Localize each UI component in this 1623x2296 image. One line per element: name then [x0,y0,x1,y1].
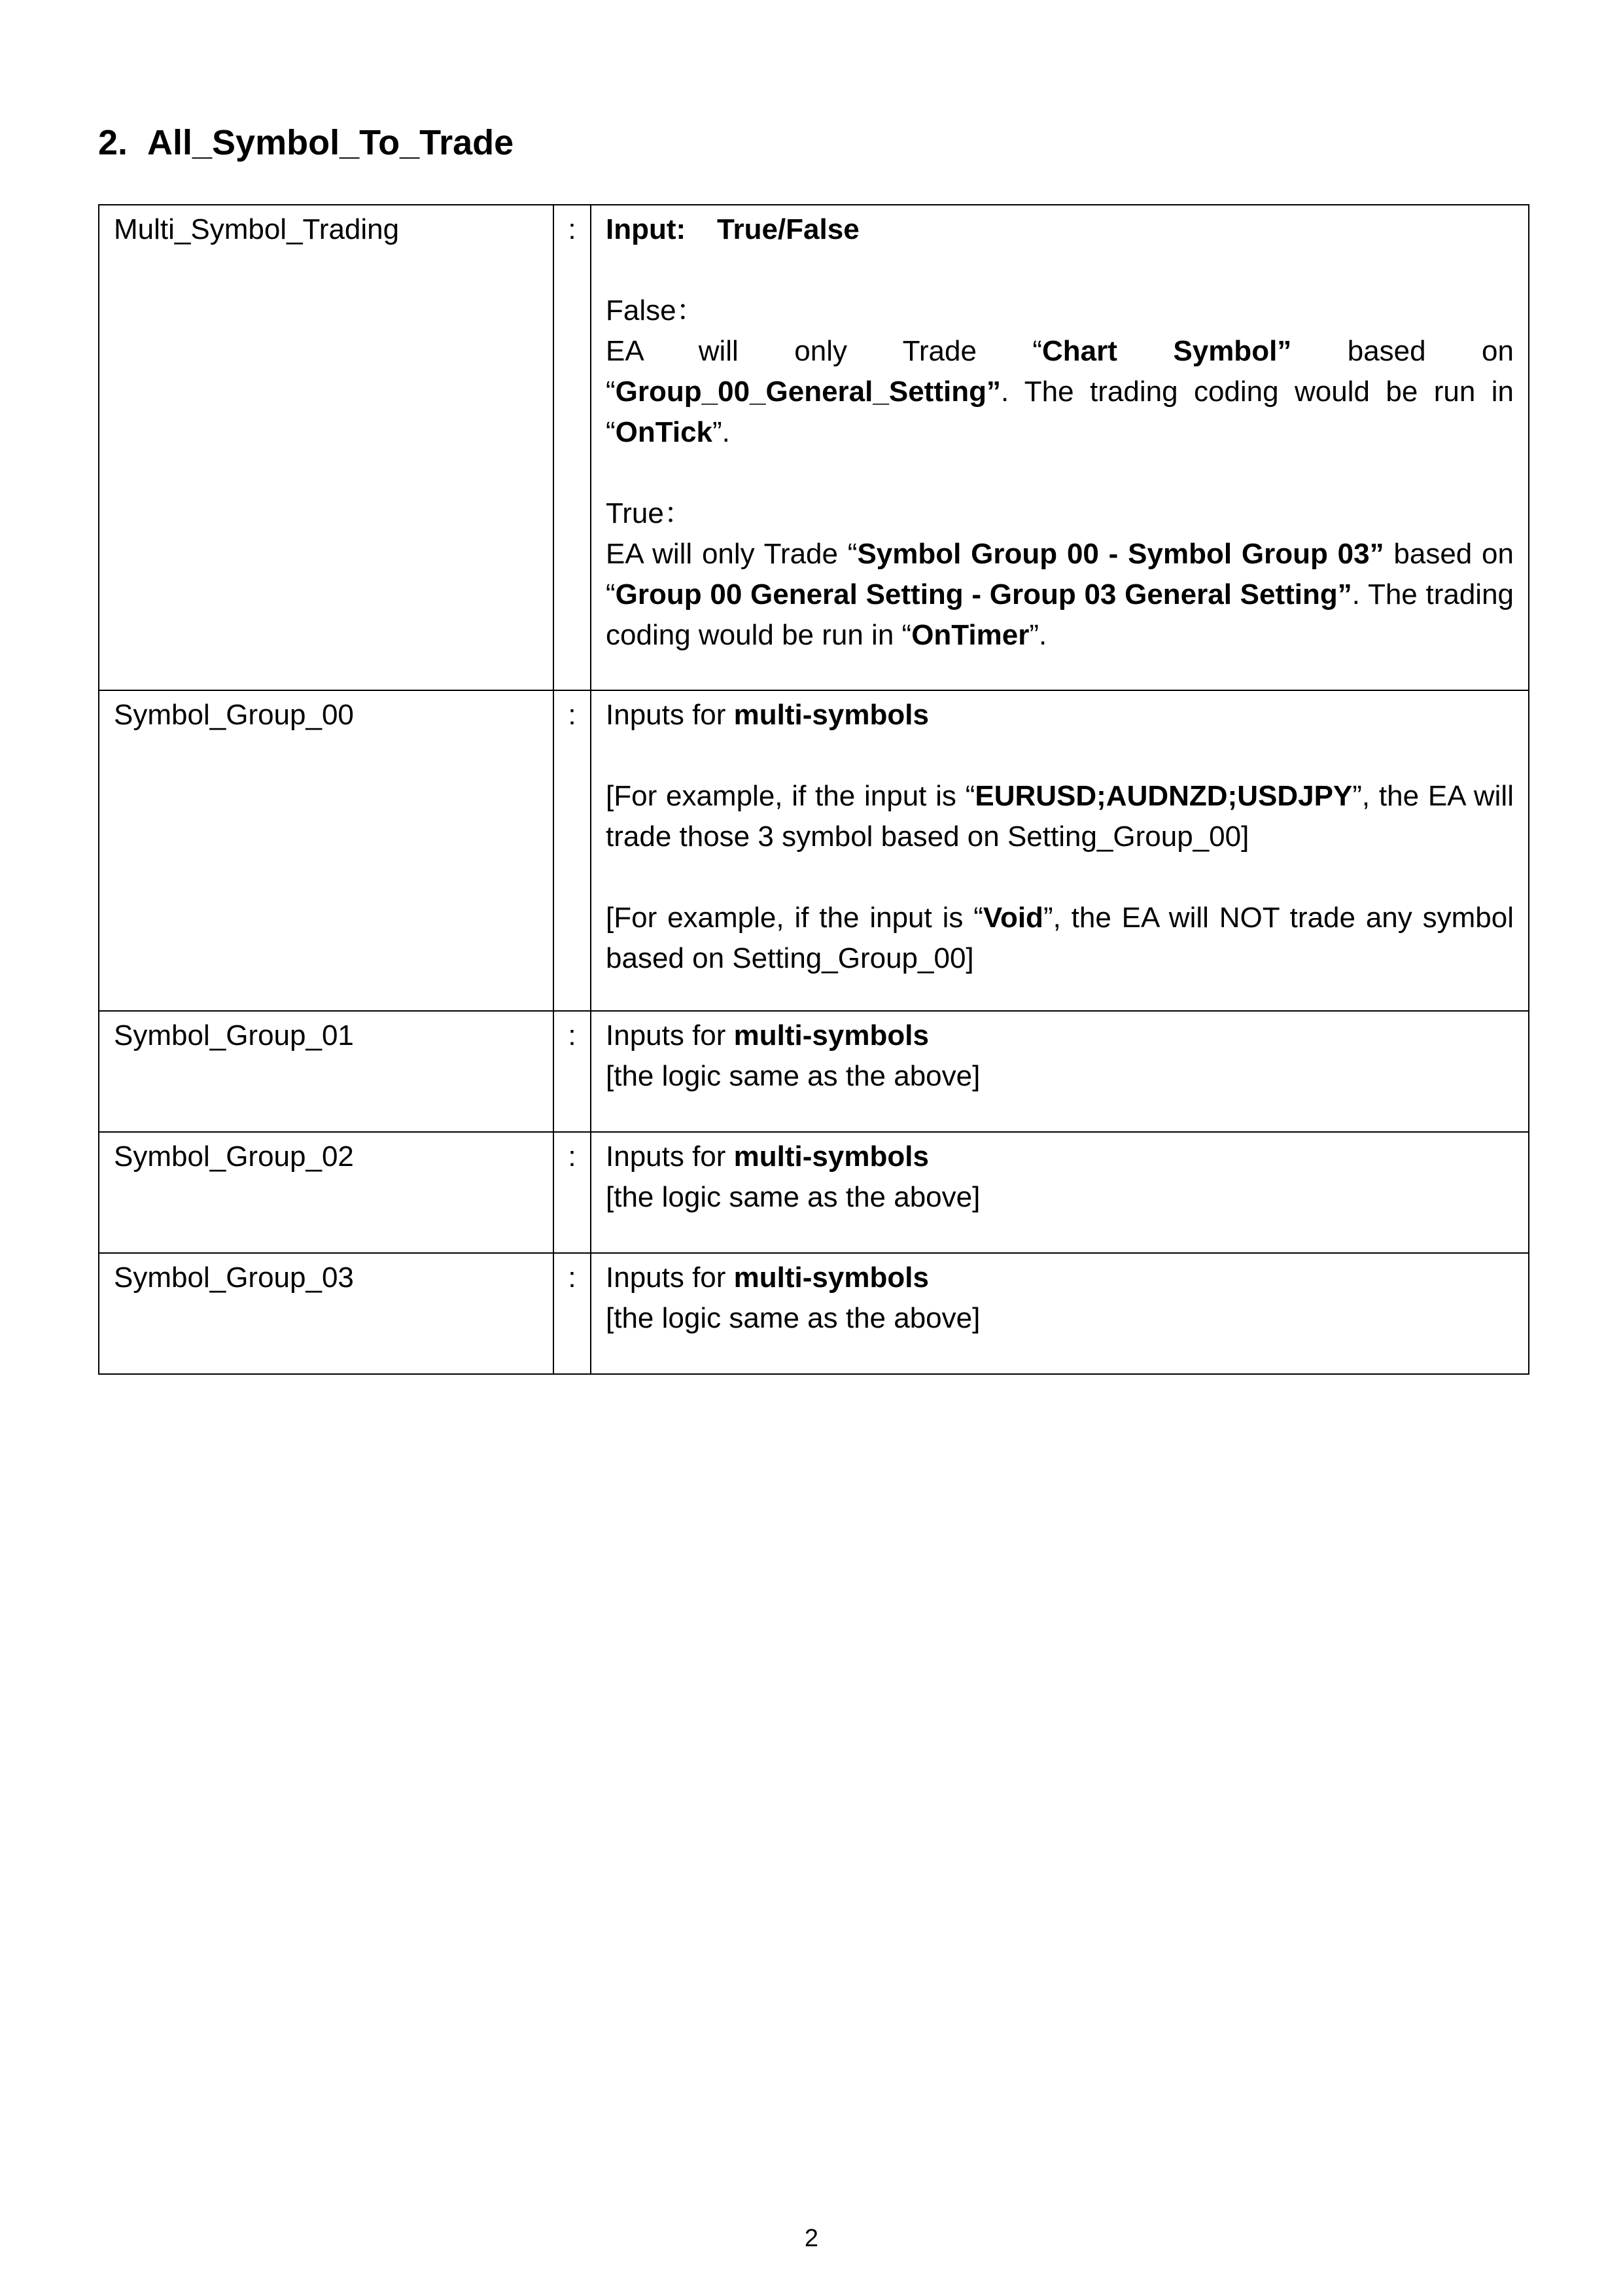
true-block [606,493,1514,656]
text-run: Inputs for [606,1019,734,1051]
param-description [591,1132,1529,1253]
param-description [591,205,1529,690]
example-1 [606,776,1514,857]
bold-run: multi-symbols [733,699,929,731]
bold-run: Symbol Group 00 - Symbol Group 03” [857,538,1384,570]
colon-separator: : [553,1011,591,1132]
logic-note: [the logic same as the above] [606,1302,981,1334]
input-label: Input: [606,213,686,245]
parameter-table [98,204,1529,1375]
section-title: All_Symbol_To_Trade [147,123,514,162]
text-run: [For example, if the input is “ [606,780,975,812]
example-2 [606,898,1514,979]
text-run: ”. [1029,619,1047,651]
param-name: Symbol_Group_01 [99,1011,553,1132]
lead-line [606,1137,1514,1177]
table-row [99,690,1529,1011]
text-run: Inputs for [606,1140,734,1173]
bold-run: multi-symbols [733,1140,929,1173]
param-name: Multi_Symbol_Trading [99,205,553,690]
lead-line [606,695,1514,735]
false-block [606,291,1514,453]
text-run: . The trading coding would be run in “ [606,578,1514,651]
param-name: Symbol_Group_02 [99,1132,553,1253]
section-number: 2. [98,123,128,162]
bold-run: multi-symbols [733,1019,929,1051]
page-number: 2 [804,2225,819,2252]
bold-run: Void [983,902,1043,934]
table-row [99,1011,1529,1132]
text-run: . The trading coding would be run in “ [606,376,1514,448]
bold-run: EURUSD;AUDNZD;USDJPY [975,780,1353,812]
colon-separator: : [553,1253,591,1374]
text-run: based on “ [606,335,1514,408]
logic-note: [the logic same as the above] [606,1060,981,1092]
bold-run: OnTimer [911,619,1030,651]
bold-run: Chart Symbol” [1042,335,1292,367]
input-line [606,209,1514,250]
bold-run: OnTick [615,416,713,448]
text-run: ”. [712,416,730,448]
colon-separator: : [553,690,591,1011]
param-description [591,690,1529,1011]
text-run: [For example, if the input is “ [606,902,983,934]
logic-note: [the logic same as the above] [606,1181,981,1213]
text-run: ”, the EA will NOT trade any symbol based on Setting_Group_00] [606,902,1514,974]
true-description [606,534,1514,656]
text-run: Inputs for [606,1262,734,1294]
section-heading [98,120,514,166]
lead-line [606,1016,1514,1056]
bold-run: Group_00_General_Setting” [615,376,1001,408]
text-run: EA will only Trade “ [606,335,1043,367]
text-run: based on “ [606,538,1514,610]
false-label: False： [606,294,705,327]
param-name: Symbol_Group_00 [99,690,553,1011]
bold-run: Group 00 General Setting - Group 03 General Setting” [615,578,1352,610]
text-run: EA will only Trade “ [606,538,858,570]
text-run: ”, the EA will trade those 3 symbol based on Setting_Group_00] [606,780,1514,853]
input-value: True/False [717,213,860,245]
lead-line [606,1258,1514,1298]
table-row [99,1132,1529,1253]
true-label: True： [606,497,693,529]
table-row [99,205,1529,690]
colon-separator: : [553,205,591,690]
false-description [606,331,1514,453]
colon-separator: : [553,1132,591,1253]
bold-run: multi-symbols [733,1262,929,1294]
text-run: Inputs for [606,699,734,731]
param-name: Symbol_Group_03 [99,1253,553,1374]
table-row [99,1253,1529,1374]
param-description [591,1253,1529,1374]
param-description [591,1011,1529,1132]
